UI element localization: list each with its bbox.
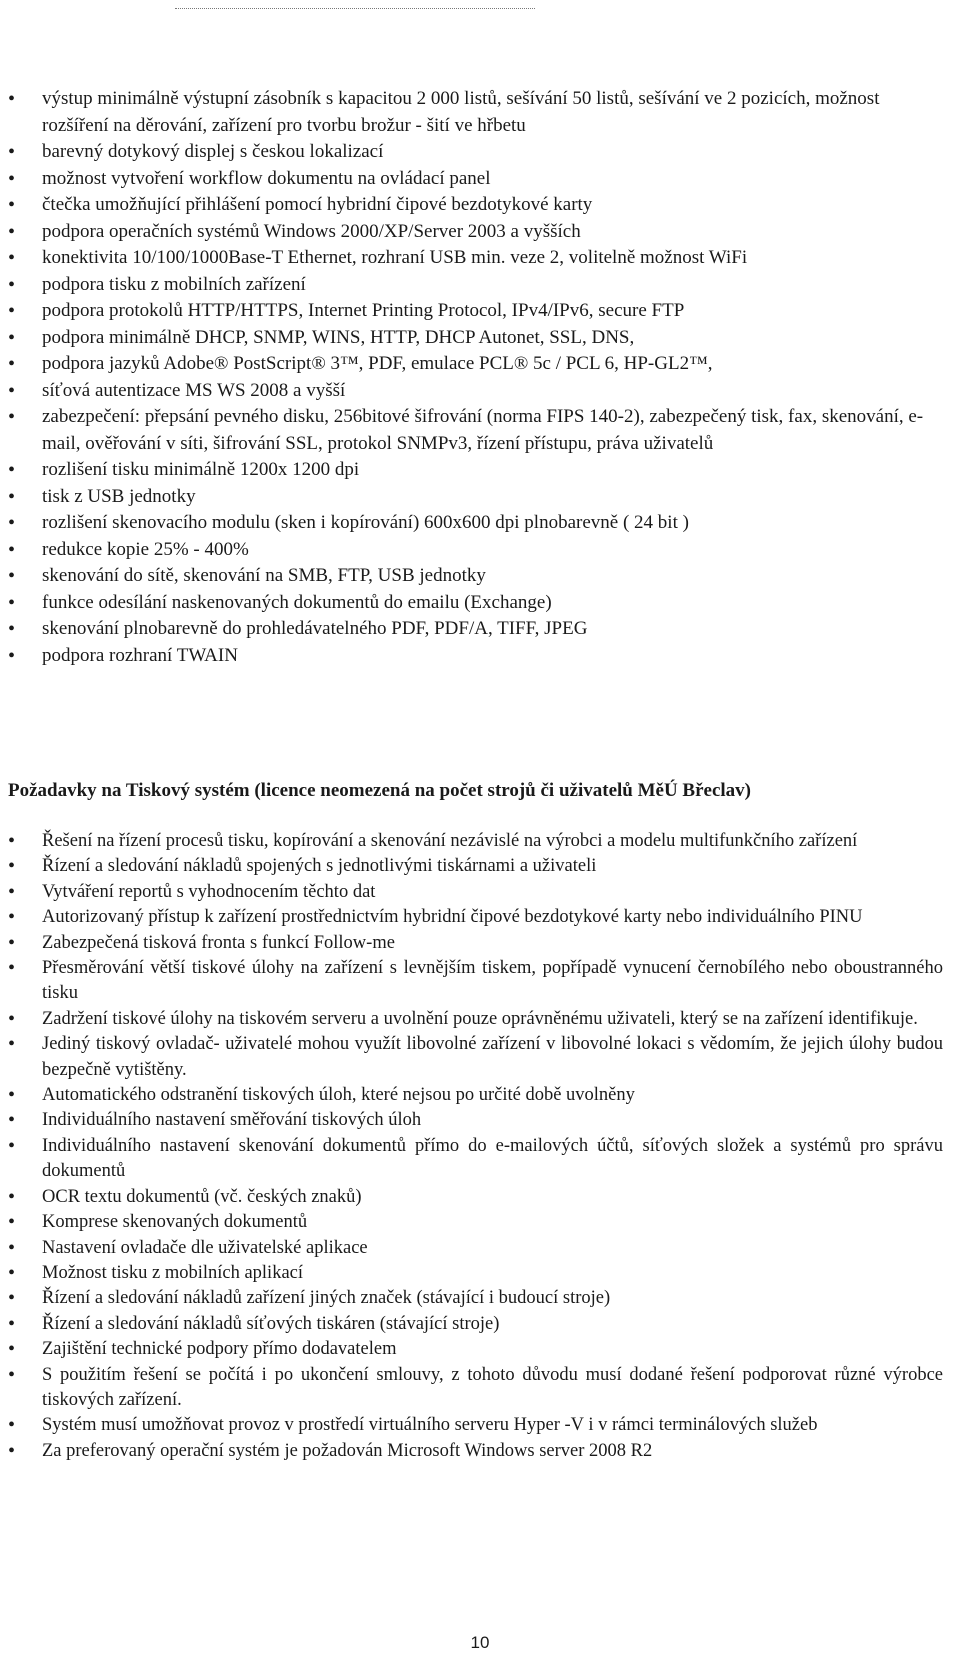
list-item: • rozlišení tisku minimálně 1200x 1200 dpi [8,457,943,484]
list-item: • Systém musí umožňovat provoz v prostředí virtuálního serveru Hyper -V i v rámci terminálových služeb [8,1413,943,1438]
list-item: • Řešení na řízení procesů tisku, kopírování a skenování nezávislé na výrobci a modelu multifunkčního zařízení [8,829,943,854]
list-item: • možnost vytvoření workflow dokumentu na ovládací panel [8,166,943,193]
page-number: 10 [470,1633,490,1652]
list-item: • konektivita 10/100/1000Base-T Ethernet, rozhraní USB min. veze 2, volitelně možnost WiFi [8,245,943,272]
list-item: • podpora minimálně DHCP, SNMP, WINS, HTTP, DHCP Autonet, SSL, DNS, [8,325,943,352]
list-item: • Vytváření reportů s vyhodnocením těchto dat [8,880,943,905]
list-item: • Individuálního nastavení směřování tiskových úloh [8,1108,943,1133]
list-item: • S použitím řešení se počítá i po ukončení smlouvy, z tohoto důvodu musí dodané řešení podporovat různé výrobce tiskových zařízení. [8,1363,943,1414]
list-item: • podpora operačních systémů Windows 2000/XP/Server 2003 a vyšších [8,219,943,246]
list-item: • Nastavení ovladače dle uživatelské aplikace [8,1236,943,1261]
print-system-requirements-list [8,829,943,1464]
list-item: • Za preferovaný operační systém je požadován Microsoft Windows server 2008 R2 [8,1439,943,1464]
list-item: • Zabezpečená tisková fronta s funkcí Follow-me [8,931,943,956]
list-item: • zabezpečení: přepsání pevného disku, 256bitové šifrování (norma FIPS 140-2), zabezpečený tisk, fax, skenování, e-mail, ověřování v síti, šifrování SSL, protokol SNMPv3, řízení přístupu, práva uživatelů [8,404,943,457]
list-item: • Zadržení tiskové úlohy na tiskovém serveru a uvolnění pouze oprávněnému uživateli, který se na zařízení identifikuje. [8,1007,943,1032]
list-item: • skenování plnobarevně do prohledávatelného PDF, PDF/A, TIFF, JPEG [8,616,943,643]
header-scan-line [175,8,535,9]
list-item: • skenování do sítě, skenování na SMB, FTP, USB jednotky [8,563,943,590]
section-heading: Požadavky na Tiskový systém (licence neomezená na počet strojů či uživatelů MěÚ Břeclav) [8,780,752,801]
list-item: • podpora rozhraní TWAIN [8,643,943,670]
list-item: • Řízení a sledování nákladů síťových tiskáren (stávající stroje) [8,1312,943,1337]
list-item: • barevný dotykový displej s českou lokalizací [8,139,943,166]
list-item: • čtečka umožňující přihlášení pomocí hybridní čipové bezdotykové karty [8,192,943,219]
list-item: • Jediný tiskový ovladač- uživatelé mohou využít libovolné zařízení v libovolné lokaci s vědomím, že jejich úlohy budou bezpečně vytištěny. [8,1032,943,1083]
list-item: • tisk z USB jednotky [8,484,943,511]
list-item: • Individuálního nastavení skenování dokumentů přímo do e-mailových účtů, síťových složek a systémů pro správu dokumentů [8,1134,943,1185]
list-item: • síťová autentizace MS WS 2008 a vyšší [8,378,943,405]
list-item: • Automatického odstranění tiskových úloh, které nejsou po určité době uvolněny [8,1083,943,1108]
list-item: • Přesměrování větší tiskové úlohy na zařízení s levnějším tiskem, popřípadě vynucení černobílého nebo oboustranného tisku [8,956,943,1007]
list-item: • podpora tisku z mobilních zařízení [8,272,943,299]
list-item: • Zajištění technické podpory přímo dodavatelem [8,1337,943,1362]
list-item: • redukce kopie 25% - 400% [8,537,943,564]
printer-requirements-list [8,86,943,669]
list-item: • rozlišení skenovacího modulu (sken i kopírování) 600x600 dpi plnobarevně ( 24 bit ) [8,510,943,537]
list-item: • Komprese skenovaných dokumentů [8,1210,943,1235]
list-item: • OCR textu dokumentů (vč. českých znaků) [8,1185,943,1210]
list-item: • výstup minimálně výstupní zásobník s kapacitou 2 000 listů, sešívání 50 listů, sešívání ve 2 pozicích, možnost rozšíření na děrování, zařízení pro tvorbu brožur - šití ve hřbetu [8,86,943,139]
list-item: • funkce odesílání naskenovaných dokumentů do emailu (Exchange) [8,590,943,617]
list-item: • Možnost tisku z mobilních aplikací [8,1261,943,1286]
list-item: • podpora jazyků Adobe® PostScript® 3™, PDF, emulace PCL® 5c / PCL 6, HP-GL2™, [8,351,943,378]
list-item: • Řízení a sledování nákladů zařízení jiných značek (stávající i budoucí stroje) [8,1286,943,1311]
list-item: • podpora protokolů HTTP/HTTPS, Internet Printing Protocol, IPv4/IPv6, secure FTP [8,298,943,325]
list-item: • Řízení a sledování nákladů spojených s jednotlivými tiskárnami a uživateli [8,854,943,879]
list-item: • Autorizovaný přístup k zařízení prostřednictvím hybridní čipové bezdotykové karty nebo individuálního PINU [8,905,943,930]
